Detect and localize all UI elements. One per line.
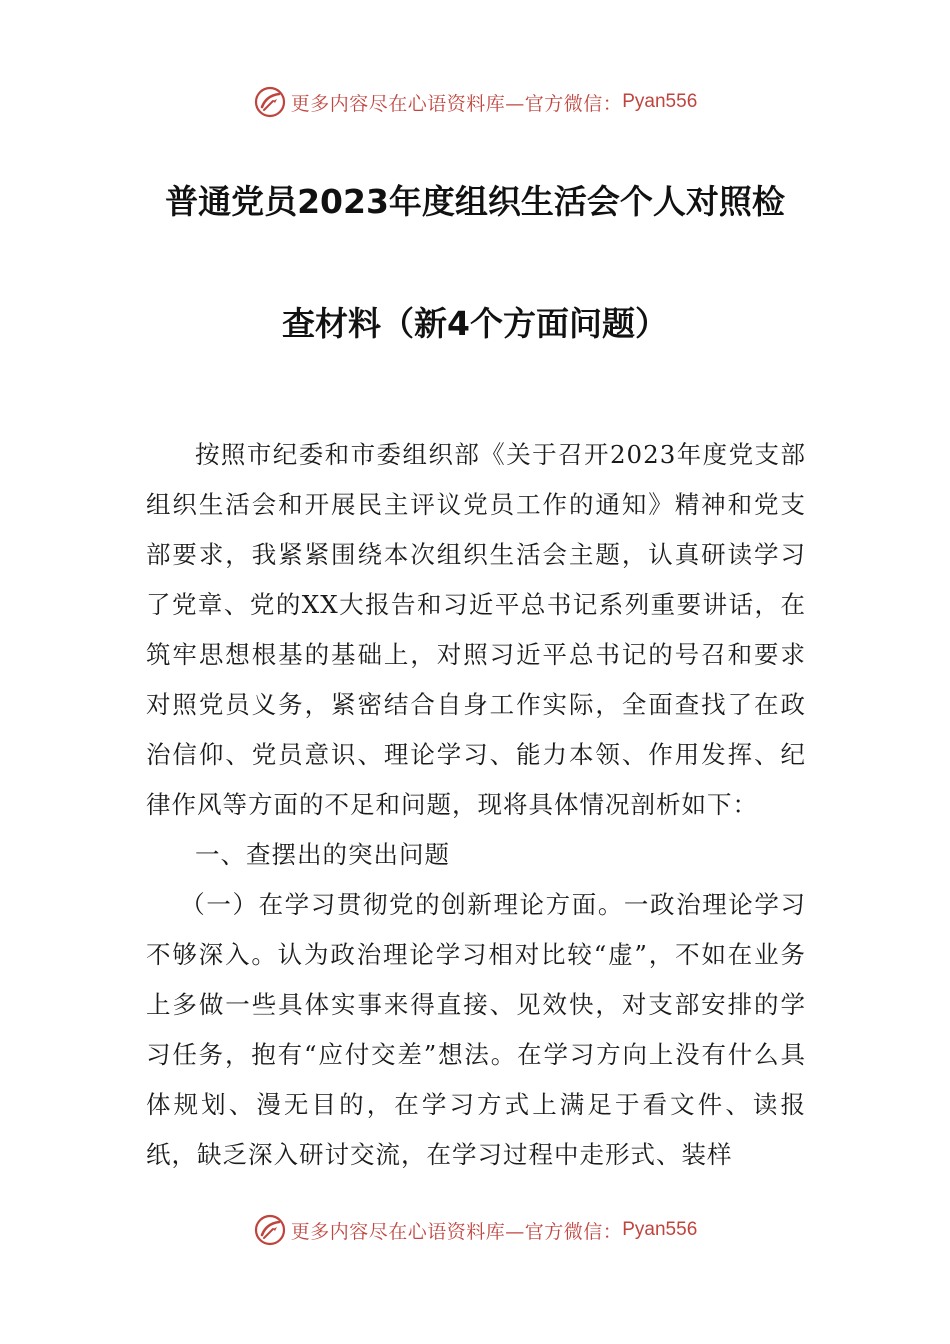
body-paragraph-intro: 按照市纪委和市委组织部《关于召开2023年度党支部组织生活会和开展民主评议党员工作的通知》精神和党支部要求，我紧紧围绕本次组织生活会主题，认真研读学习了党章、党的XX大报告和习近平总书记系列重要讲话，在筑牢思想根基的基础上，对照习近平总书记的号召和要求对照党员义务，紧密结合自身工作实际，全面查找了在政治信仰、党员意识、理论学习、能力本领、作用发挥、纪律作风等方面的不足和问题，现将具体情况剖析如下： (146, 440, 806, 819)
header-watermark (0, 84, 950, 120)
body-paragraph-section-1: （一）在学习贯彻党的创新理论方面。一政治理论学习不够深入。认为政治理论学习相对比较“虚”，不如在业务上多做一些具体实事来得直接、见效快，对支部安排的学习任务，抱有“应付交差”想法。在学习方向上没有什么具体规划、漫无目的，在学习方式上满足于看文件、读报纸，缺乏深入研讨交流，在学习过程中走形式、装样 (146, 890, 806, 1169)
logo-icon (253, 85, 287, 119)
document-body (146, 430, 806, 1180)
watermark-wechat-id: Pyan556 (622, 1219, 698, 1240)
footer-watermark (0, 1212, 950, 1248)
watermark-wechat-id: Pyan556 (622, 91, 698, 112)
section-heading-1: 一、查摆出的突出问题 (195, 840, 450, 869)
watermark-text: 更多内容尽在心语资料库—官方微信： (290, 1220, 623, 1243)
document-title-line-1: 普通党员2023年度组织生活会个人对照检 (165, 182, 785, 221)
logo-icon (253, 1213, 287, 1247)
document-title-line-2: 查材料（新4个方面问题） (282, 304, 668, 343)
watermark-text: 更多内容尽在心语资料库—官方微信： (290, 92, 623, 115)
